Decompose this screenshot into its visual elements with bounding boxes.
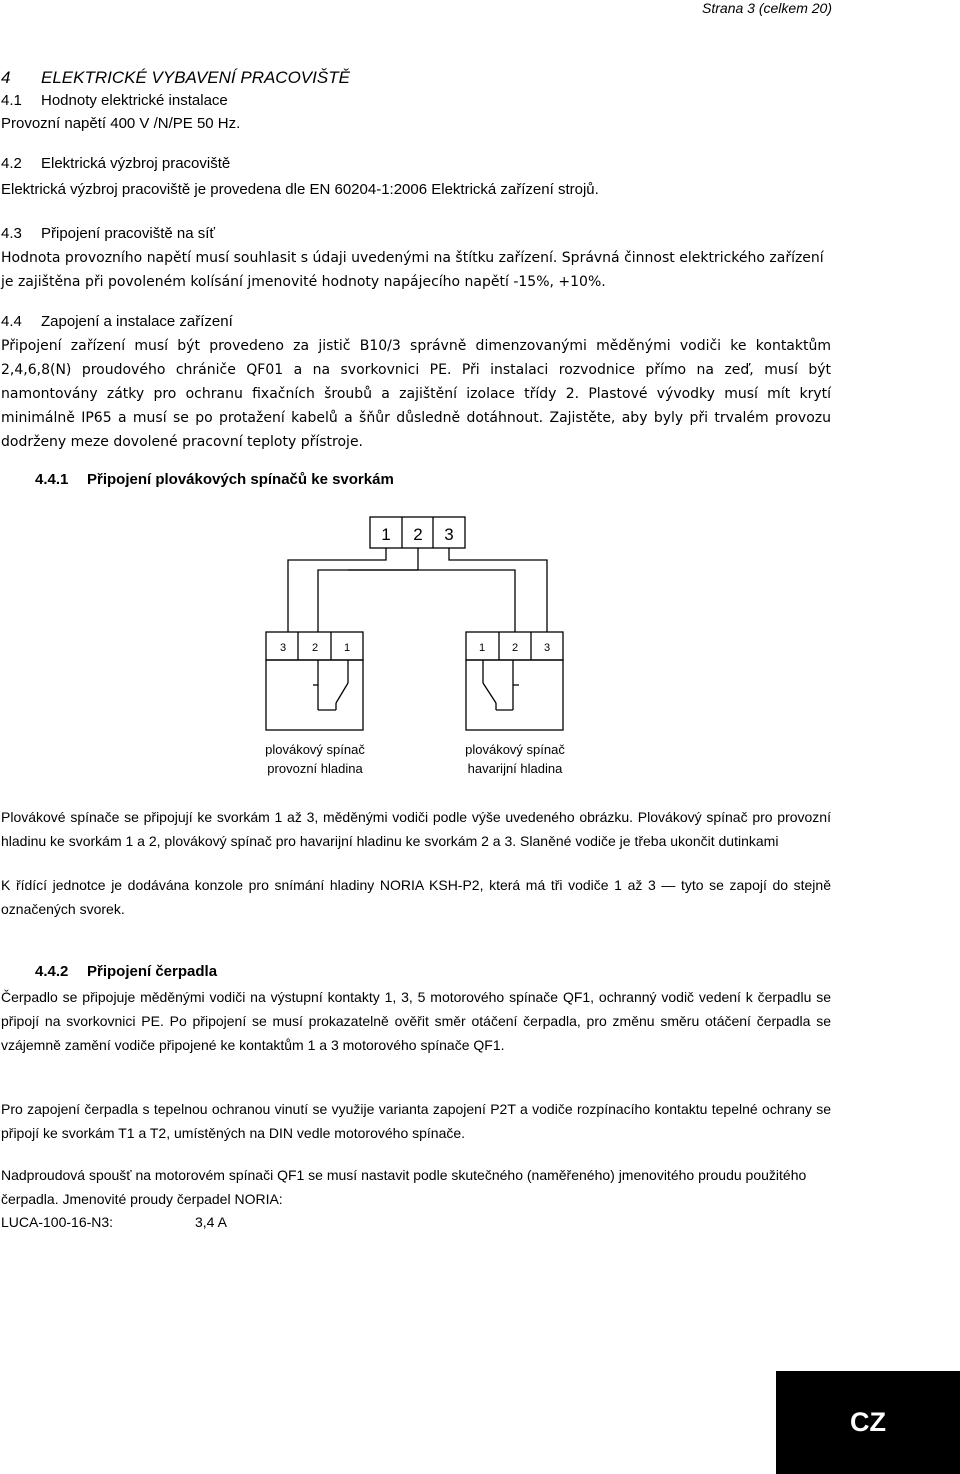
section-4-4-1-heading bbox=[35, 471, 394, 488]
section-number: 4 bbox=[1, 68, 11, 87]
pump-model: LUCA-100-16-N3: bbox=[1, 1214, 114, 1230]
float-switch-wiring-diagram bbox=[0, 500, 960, 790]
left-switch-terminal-label: 3 bbox=[279, 642, 287, 654]
pump-current: 3,4 A bbox=[195, 1214, 227, 1230]
section-4-4-2-heading bbox=[35, 963, 217, 980]
section-number: 4.2 bbox=[1, 155, 22, 172]
section-4-4-heading bbox=[1, 313, 233, 330]
section-4-4-text: Připojení zařízení musí být provedeno za jistič B10/3 správně dimenzovanými měděnými vodiči ke kontaktům 2,4,6,8(N) proudového chrániče QF01 a na svorkovnici PE. Při instalaci rozvodnice přímo na zeď, musí být namontovány zátky pro ochranu fixačních šroubů a zajištění izolace třídy 2. Plastové vývodky musí mít krytí minimálně IP65 a musí se po protažení kabelů a šňůr důsledně dotáhnout. Zajistěte, aby byly při trvalém provozu dodrženy meze dovolené pracovní teploty přístroje. bbox=[1, 338, 831, 450]
section-number: 4.4 bbox=[1, 313, 22, 330]
top-terminal-label: 3 bbox=[444, 525, 454, 544]
right-switch-terminal-label: 2 bbox=[511, 642, 519, 654]
section-4-2-text: Elektrická výzbroj pracoviště je provedena dle EN 60204-1:2006 Elektrická zařízení strojů. bbox=[1, 181, 599, 198]
section-4-1-heading bbox=[1, 92, 228, 109]
left-switch-label-line2: provozní hladina bbox=[267, 761, 363, 776]
section-4-4-2-paragraph-3: Nadproudová spoušť na motorovém spínači QF1 se musí nastavit podle skutečného (naměřeného) jmenovitého proudu použitého čerpadla. Jmenovité proudy čerpadel NORIA: bbox=[1, 1167, 807, 1207]
section-title: Elektrická výzbroj pracoviště bbox=[41, 155, 231, 172]
section-title: ELEKTRICKÉ VYBAVENÍ PRACOVIŠTĚ bbox=[41, 68, 350, 87]
section-title: Připojení pracoviště na síť bbox=[41, 225, 216, 242]
section-4-2-heading bbox=[1, 155, 230, 172]
section-number: 4.4.2 bbox=[35, 963, 69, 980]
language-badge: CZ bbox=[776, 1371, 960, 1474]
section-4-4-2-paragraph-2: Pro zapojení čerpadla s tepelnou ochranou vinutí se využije varianta zapojení P2T a vodiče rozpínacího kontaktu tepelné ochrany se připojí ke svorkám T1 a T2, umístěných na DIN vedle motorového spínače. bbox=[1, 1101, 831, 1141]
section-title: Zapojení a instalace zařízení bbox=[41, 313, 233, 330]
right-switch-terminal-label: 3 bbox=[543, 642, 551, 654]
section-title: Připojení plovákových spínačů ke svorkám bbox=[87, 471, 394, 488]
section-4-1-text: Provozní napětí 400 V /N/PE 50 Hz. bbox=[1, 115, 241, 132]
section-4-3-text: Hodnota provozního napětí musí souhlasit s údaji uvedenými na štítku zařízení. Správná činnost elektrického zařízení je zajištěna při povoleném kolísání jmenovité hodnoty napájecího napětí -15%, +10%. bbox=[1, 250, 824, 290]
section-title: Připojení čerpadla bbox=[87, 963, 218, 980]
top-terminal-label: 2 bbox=[413, 525, 423, 544]
left-switch-terminal-label: 1 bbox=[343, 642, 351, 654]
right-switch-terminal-label: 1 bbox=[478, 642, 486, 654]
page-header: Strana 3 (celkem 20) bbox=[702, 0, 832, 16]
section-number: 4.4.1 bbox=[35, 471, 69, 488]
top-terminal-label: 1 bbox=[381, 525, 391, 544]
right-switch-label-line1: plovákový spínač bbox=[465, 742, 565, 757]
left-switch-terminal-label: 2 bbox=[311, 642, 319, 654]
pump-current-row bbox=[1, 1210, 227, 1234]
section-4-4-1-paragraph-1: Plovákové spínače se připojují ke svorkám 1 až 3, měděnými vodiči podle výše uvedeného obrázku. Plovákový spínač pro provozní hladinu ke svorkám 1 a 2, plovákový spínač pro havarijní hladinu ke svorkám 2 a 3. Slaněné vodiče je třeba ukončit dutinkami bbox=[1, 809, 831, 849]
section-4-4-2-paragraph-1: Čerpadlo se připojuje měděnými vodiči na výstupní kontakty 1, 3, 5 motorového spínače QF1, ochranný vodič vedení k čerpadlu se připojí na svorkovnici PE. Po připojení se musí prokazatelně ověřit směr otáčení čerpadla, pro změnu směru otáčení čerpadla se vzájemně zamění vodiče připojené ke kontaktům 1 a 3 motorového spínače QF1. bbox=[1, 989, 831, 1053]
section-number: 4.1 bbox=[1, 92, 22, 109]
section-4-3-heading bbox=[1, 225, 215, 242]
section-4-4-1-paragraph-2: K řídící jednotce je dodávána konzole pro snímání hladiny NORIA KSH-P2, která má tři vodiče 1 až 3 — tyto se zapojí do stejně označených svorek. bbox=[1, 877, 831, 917]
section-title: Hodnoty elektrické instalace bbox=[41, 92, 228, 109]
section-4-heading bbox=[1, 68, 350, 88]
section-number: 4.3 bbox=[1, 225, 22, 242]
right-switch-label-line2: havarijní hladina bbox=[467, 761, 563, 776]
left-switch-label-line1: plovákový spínač bbox=[265, 742, 365, 757]
right-switch-body bbox=[466, 660, 563, 730]
